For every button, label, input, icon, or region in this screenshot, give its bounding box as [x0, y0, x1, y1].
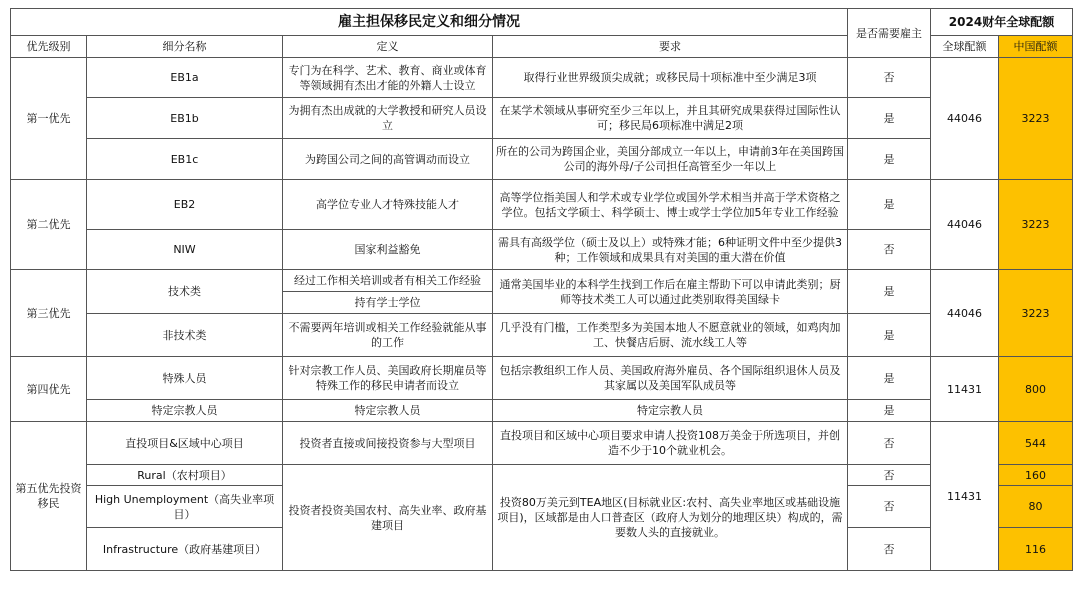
definition-cell: 针对宗教工作人员、美国政府长期雇员等特殊工作的移民申请者而设立 [283, 357, 493, 400]
employer-cell: 否 [848, 465, 931, 486]
table-row [11, 58, 1073, 98]
sub-name: High Unemployment（高失业率项目） [87, 486, 283, 528]
header-quota: 2024财年全球配额 [931, 9, 1073, 36]
china-quota-first: 3223 [999, 58, 1073, 180]
priority-first: 第一优先 [11, 58, 87, 180]
sub-name: EB1b [87, 98, 283, 139]
global-quota-fifth: 11431 [931, 422, 999, 571]
employer-cell: 是 [848, 270, 931, 314]
header-china-quota: 中国配额 [999, 36, 1073, 58]
sub-name: EB1a [87, 58, 283, 98]
definition-cell: 为跨国公司之间的高管调动而设立 [283, 139, 493, 180]
sub-name: 特殊人员 [87, 357, 283, 400]
employer-cell: 否 [848, 422, 931, 465]
sub-name: 特定宗教人员 [87, 400, 283, 422]
table-row [11, 357, 1073, 400]
definition-cell: 为拥有杰出成就的大学教授和研究人员设立 [283, 98, 493, 139]
definition-cell: 投资者直接或间接投资参与大型项目 [283, 422, 493, 465]
definition-cell: 国家利益豁免 [283, 230, 493, 270]
sub-name: 非技术类 [87, 314, 283, 357]
sub-name: NIW [87, 230, 283, 270]
table-row [11, 422, 1073, 465]
employer-cell: 是 [848, 400, 931, 422]
requirement-cell: 特定宗教人员 [493, 400, 848, 422]
definition-cell: 经过工作相关培训或者有相关工作经验 [283, 270, 493, 292]
sub-name: EB2 [87, 180, 283, 230]
employer-cell: 否 [848, 58, 931, 98]
china-quota-fourth: 800 [999, 357, 1073, 422]
table-row [11, 98, 1073, 139]
definition-cell: 投资者投资美国农村、高失业率、政府基建项目 [283, 465, 493, 571]
table-row [11, 139, 1073, 180]
table-row [11, 230, 1073, 270]
header-needs-employer: 是否需要雇主 [848, 9, 931, 58]
sub-name: 直投项目&区域中心项目 [87, 422, 283, 465]
definition-cell: 特定宗教人员 [283, 400, 493, 422]
global-quota-second: 44046 [931, 180, 999, 270]
sub-name: Rural（农村项目） [87, 465, 283, 486]
employer-cell: 否 [848, 486, 931, 528]
header-definition: 定义 [283, 36, 493, 58]
table-row [11, 270, 1073, 292]
china-quota-rural: 160 [999, 465, 1073, 486]
employer-cell: 是 [848, 314, 931, 357]
sub-name: Infrastructure（政府基建项目） [87, 528, 283, 571]
employer-cell: 是 [848, 180, 931, 230]
sub-name: EB1c [87, 139, 283, 180]
table-row [11, 465, 1073, 486]
definition-cell: 不需要两年培训或相关工作经验就能从事的工作 [283, 314, 493, 357]
china-quota-third: 3223 [999, 270, 1073, 357]
china-quota-infrastructure: 116 [999, 528, 1073, 571]
priority-third: 第三优先 [11, 270, 87, 357]
table-row [11, 400, 1073, 422]
requirement-cell: 包括宗教组织工作人员、美国政府海外雇员、各个国际组织退休人员及其家属以及美国军队成员等 [493, 357, 848, 400]
sub-name: 技术类 [87, 270, 283, 314]
quota-table-container [10, 8, 1073, 571]
requirement-cell: 高等学位指美国人和学术或专业学位或国外学术相当并高于学术资格之学位。包括文学硕士、科学硕士、博士或学士学位加5年专业工作经验 [493, 180, 848, 230]
global-quota-third: 44046 [931, 270, 999, 357]
priority-fifth: 第五优先投资移民 [11, 422, 87, 571]
employer-cell: 否 [848, 528, 931, 571]
header-priority: 优先级别 [11, 36, 87, 58]
header-name: 细分名称 [87, 36, 283, 58]
definition-cell: 持有学士学位 [283, 292, 493, 314]
definition-cell: 高学位专业人才特殊技能人才 [283, 180, 493, 230]
employer-cell: 否 [848, 230, 931, 270]
priority-fourth: 第四优先 [11, 357, 87, 422]
requirement-cell: 几乎没有门槛，工作类型多为美国本地人不愿意就业的领域，如鸡肉加工、快餐店后厨、流水线工人等 [493, 314, 848, 357]
global-quota-first: 44046 [931, 58, 999, 180]
employer-cell: 是 [848, 139, 931, 180]
header-requirements: 要求 [493, 36, 848, 58]
table-row [11, 180, 1073, 230]
china-quota-second: 3223 [999, 180, 1073, 270]
requirement-cell: 投资80万美元到TEA地区(目标就业区:农村、高失业率地区或基础设施项目)，区域都是由人口普查区（政府人为划分的地理区块）构成的，需要数人头的直接就业。 [493, 465, 848, 571]
china-quota-high-unemployment: 80 [999, 486, 1073, 528]
global-quota-fourth: 11431 [931, 357, 999, 422]
definition-cell: 专门为在科学、艺术、教育、商业或体育等领域拥有杰出才能的外籍人士设立 [283, 58, 493, 98]
priority-second: 第二优先 [11, 180, 87, 270]
eb-quota-table [10, 8, 1073, 571]
requirement-cell: 取得行业世界级顶尖成就；或移民局十项标准中至少满足3项 [493, 58, 848, 98]
china-quota-direct: 544 [999, 422, 1073, 465]
requirement-cell: 在某学术领域从事研究至少三年以上，并且其研究成果获得过国际性认可；移民局6项标准中满足2项 [493, 98, 848, 139]
table-title: 雇主担保移民定义和细分情况 [11, 9, 848, 36]
table-row [11, 314, 1073, 357]
requirement-cell: 直投项目和区域中心项目要求申请人投资108万美金于所选项目，并创造不少于10个就业机会。 [493, 422, 848, 465]
employer-cell: 是 [848, 357, 931, 400]
requirement-cell: 需具有高级学位（硕士及以上）或特殊才能；6种证明文件中至少提供3种；工作领域和成果具有对美国的重大潜在价值 [493, 230, 848, 270]
requirement-cell: 所在的公司为跨国企业，美国分部成立一年以上，申请前3年在美国跨国公司的海外母/子公司担任高管至少一年以上 [493, 139, 848, 180]
requirement-cell: 通常美国毕业的本科学生找到工作后在雇主帮助下可以申请此类别；厨师等技术类工人可以通过此类别取得美国绿卡 [493, 270, 848, 314]
header-global-quota: 全球配额 [931, 36, 999, 58]
employer-cell: 是 [848, 98, 931, 139]
